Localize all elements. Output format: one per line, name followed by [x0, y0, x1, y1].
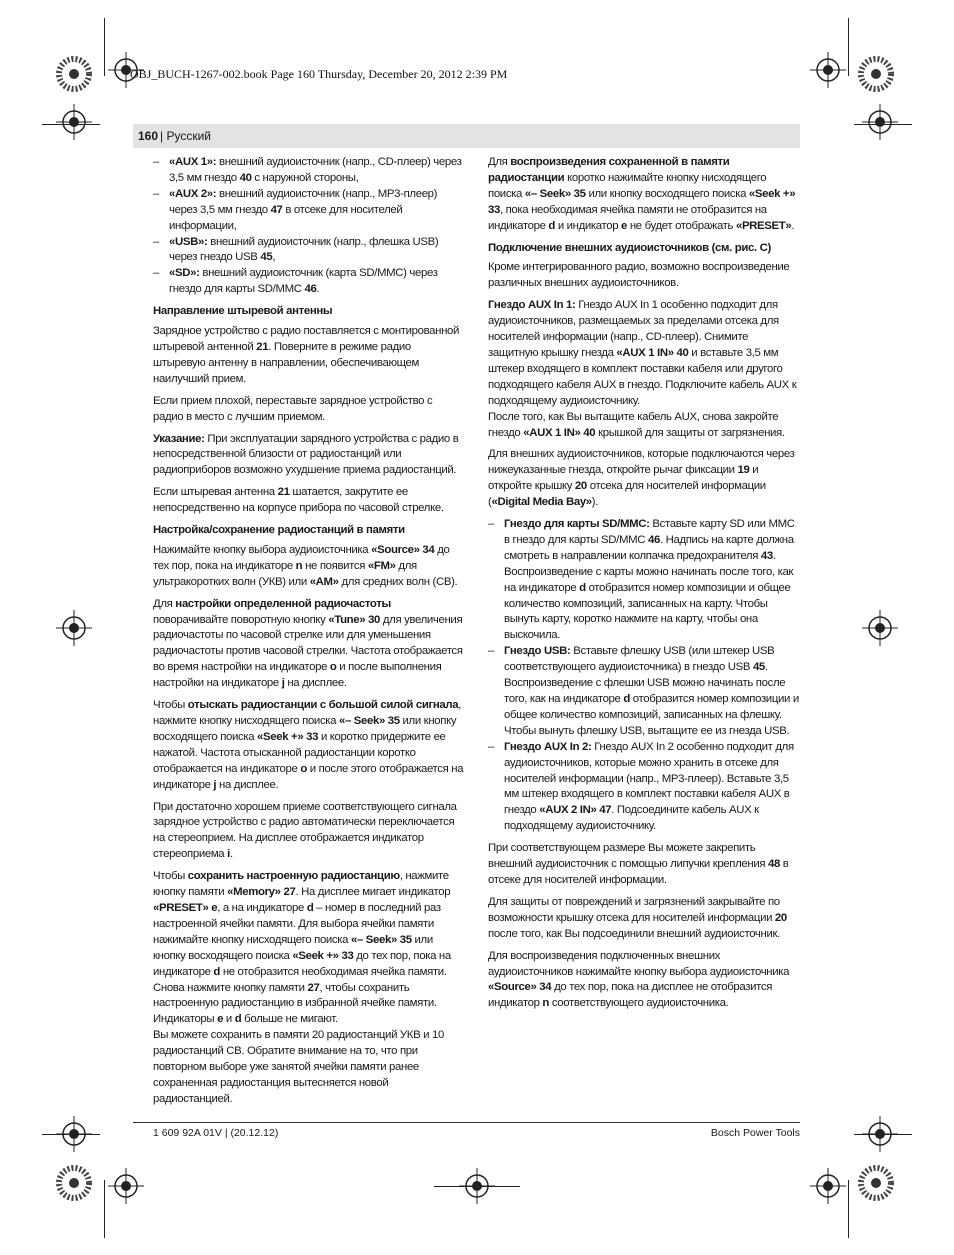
- paragraph: Если прием плохой, переставьте зарядное устройство с радио в место с лучшим приемом.: [153, 394, 433, 423]
- header-language: | Русский: [160, 129, 211, 143]
- crop-mark: [848, 1180, 849, 1238]
- paragraph: При достаточно хорошем приеме соответствующего сигнала зарядное устройство с радио автоматически переключается на стереоприем. На дисплее отображается индикатор стереоприема i.: [153, 800, 457, 861]
- registration-circle-icon: [56, 56, 92, 92]
- list-item: – Гнездо для карты SD/MMC: Вставьте карту SD или MMC в гнездо для карты SD/MMC 46. Надпись на карте должна смотреть в направлении колпачка предохранителя 43. Воспроизведение с карты можно начинать после того, как на индикаторе d отобразится номер композиции и общее количество композиций, записанных на карту. Чтобы вынуть карту, коротко нажмите на карту, чтобы она выскочила.: [488, 517, 800, 644]
- paragraph: Если штыревая антенна 21 шатается, закрутите ее непосредственно на корпусе прибора по часовой стрелке.: [153, 486, 444, 515]
- right-column: [488, 155, 800, 1018]
- crop-mark: [848, 18, 849, 76]
- footer-doc-number: 1 609 92A 01V | (20.12.12): [153, 1127, 279, 1139]
- section-heading: Направление штыревой антенны: [153, 305, 333, 318]
- paragraph: Чтобы отыскать радиостанции с большой силой сигнала, нажмите кнопку нисходящего поиска «– Seek» 35 или кнопку восходящего поиска «Seek +» 33 и коротко придержите ее нажатой. Частота отысканной радиостанции коротко отображается на индикаторе o и после этого отображается на индикаторе j на дисплее.: [153, 699, 464, 791]
- paragraph: Кроме интегрированного радио, возможно воспроизведение различных внешних аудиоисточников.: [488, 261, 790, 290]
- paragraph: Чтобы сохранить настроенную радиостанцию, нажмите кнопку памяти «Memory» 27. На дисплее мигает индикатор «PRESET» e, а на индикаторе d – номер в последний раз настроенной ячейки памяти. Для выбора ячейки памяти нажимайте кнопку нисходящего поиска «– Seek» 35 или кнопку восходящего поиска «Seek +» 33 до тех пор, пока на индикаторе d не отобразится необходимая ячейка памяти. Снова нажмите кнопку памяти 27, чтобы сохранить настроенную радиостанцию в избранной ячейке памяти. Индикаторы e и d больше не мигают. Вы можете сохранить в памяти 20 радиостанций УКВ и 10 радиостанций СВ. Обратите внимание на то, что при повторном выборе уже занятой ячейки памяти ранее сохраненная радиостанция вытесняется новой радиостанцией.: [153, 870, 451, 1105]
- list-item: – «AUX 1»: внешний аудиоисточник (напр., CD-плеер) через 3,5 мм гнездо 40 с наружной стороны,: [153, 155, 465, 187]
- registration-circle-icon: [858, 1165, 894, 1201]
- paragraph: При соответствующем размере Вы можете закрепить внешний аудиоисточник с помощью липучки крепления 48 в отсеке для носителей информации.: [488, 842, 789, 886]
- bullet-list: [488, 517, 800, 835]
- section-heading: Настройка/сохранение радиостанций в памяти: [153, 524, 405, 537]
- crosshair-icon: [862, 1116, 898, 1152]
- paragraph: Для защиты от повреждений и загрязнений закрывайте по возможности крышку отсека для носителей информации 20 после того, как Вы подсоединили внешний аудиоисточник.: [488, 895, 787, 940]
- list-item: – «USB»: внешний аудиоисточник (напр., флешка USB) через гнездо USB 45,: [153, 235, 465, 267]
- crosshair-icon: [56, 104, 92, 140]
- paragraph: Для воспроизведения подключенных внешних аудиоисточников нажимайте кнопку выбора аудиоисточника «Source» 34 до тех пор, пока на дисплее не отобразится индикатор n соответствующего аудиоисточника.: [488, 949, 790, 1010]
- registration-circle-icon: [858, 56, 894, 92]
- footer-divider: [133, 1122, 800, 1123]
- paragraph: Для внешних аудиоисточников, которые подключаются через нижеуказанные гнезда, откройте рычаг фиксации 19 и откройте крышку 20 отсека для носителей информации («Digital Media Bay»).: [488, 448, 795, 509]
- crosshair-icon: [862, 610, 898, 646]
- section-heading: Подключение внешних аудиоисточников (см. рис. C): [488, 241, 771, 254]
- crosshair-icon: [810, 1168, 846, 1204]
- crop-mark: [104, 1180, 105, 1238]
- crop-mark: [104, 18, 105, 76]
- paragraph: Указание: При эксплуатации зарядного устройства с радио в непосредственной близости от радиостанций или радиоприборов возможно ухудшение приема радиостанций.: [153, 432, 459, 477]
- book-slug: OBJ_BUCH-1267-002.book Page 160 Thursday, December 20, 2012 2:39 PM: [130, 67, 508, 81]
- page-number: 160: [138, 129, 159, 143]
- footer-brand: Bosch Power Tools: [710, 1127, 800, 1139]
- bullet-list: [153, 155, 465, 298]
- list-item: – «AUX 2»: внешний аудиоисточник (напр., MP3-плеер) через 3,5 мм гнездо 47 в отсеке для носителей информации,: [153, 187, 465, 235]
- crosshair-icon: [56, 610, 92, 646]
- paragraph: Зарядное устройство с радио поставляется с монтированной штыревой антенной 21. Поверните в режиме радио штыревую антенну в направлении, обеспечивающем наилучший прием.: [153, 325, 460, 385]
- list-item: – Гнездо USB: Вставьте флешку USB (или штекер USB соответствующего аудиоисточника) в гнездо USB 45. Воспроизведение с флешки USB можно начинать после того, как на индикаторе d отобразится номер композиции и общее количество композиций, записанных на флешку. Чтобы вынуть флешку USB, вытащите ее из гнезда USB.: [488, 644, 800, 739]
- crosshair-icon: [56, 1116, 92, 1152]
- paragraph: Гнездо AUX In 1: Гнездо AUX In 1 особенно подходит для аудиоисточников, размещаемых за пределами отсека для носителей информации (напр., CD-плеер). Снимите защитную крышку гнезда «AUX 1 IN» 40 и вставьте 3,5 мм штекер входящего в комплект поставки кабеля или другого подходящего кабеля AUX в гнездо. Подключите кабель AUX к подходящему аудиоисточнику. После того, как Вы вытащите кабель AUX, снова закройте гнездо «AUX 1 IN» 40 крышкой для защиты от загрязнения.: [488, 299, 797, 439]
- crop-mark: [434, 1186, 520, 1187]
- paragraph: Нажимайте кнопку выбора аудиоисточника «Source» 34 до тех пор, пока на индикаторе n не появится «FM» для ультракоротких волн (УКВ) или «AM» для средних волн (СВ).: [153, 543, 458, 588]
- list-item: – «SD»: внешний аудиоисточник (карта SD/MMC) через гнездо для карты SD/MMC 46.: [153, 266, 465, 298]
- crosshair-icon: [862, 104, 898, 140]
- crosshair-icon: [108, 1168, 144, 1204]
- crosshair-icon: [810, 52, 846, 88]
- page-header: [133, 124, 800, 148]
- registration-circle-icon: [56, 1165, 92, 1201]
- paragraph: Для настройки определенной радиочастоты поворачивайте поворотную кнопку «Tune» 30 для увеличения радиочастоты по часовой стрелке или для уменьшения радиочастоты против часовой стрелки. Частота отображается во время настройки на индикаторе o и после выполнения настройки на индикаторе j на дисплее.: [153, 597, 463, 690]
- left-column: [153, 155, 465, 1114]
- list-item: – Гнездо AUX In 2: Гнездо AUX In 2 особенно подходит для аудиоисточников, которые можно хранить в отсеке для носителей информации (напр., MP3-плеер). Вставьте 3,5 мм штекер входящего в комплект поставки кабеля AUX в гнездо «AUX 2 IN» 47. Подсоедините кабель AUX к подходящему аудиоисточнику.: [488, 740, 800, 835]
- paragraph: Для воспроизведения сохраненной в памяти радиостанции коротко нажимайте кнопку нисходящего поиска «– Seek» 35 или кнопку восходящего поиска «Seek +» 33, пока необходимая ячейка памяти не отобразится на индикаторе d и индикатор e не будет отображать «PRESET».: [488, 156, 796, 232]
